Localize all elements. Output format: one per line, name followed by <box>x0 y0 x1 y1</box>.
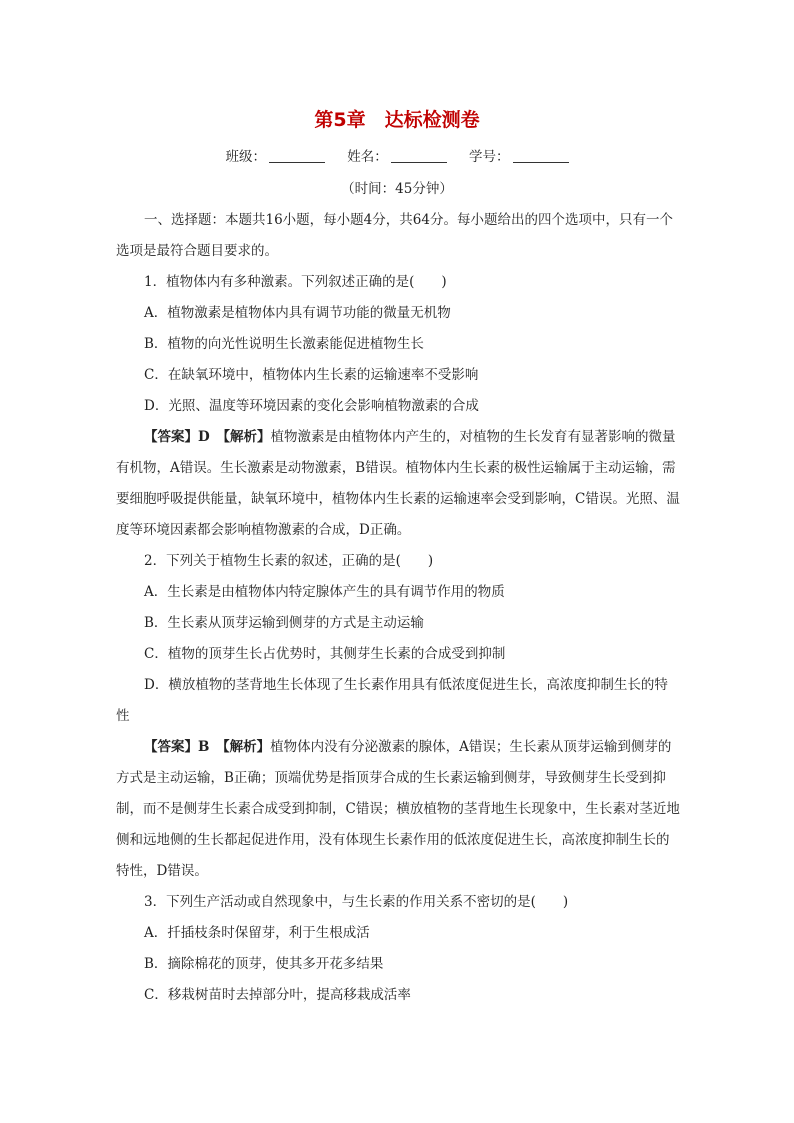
question-stem: 2．下列关于植物生长素的叙述，正确的是( ) <box>144 553 434 569</box>
option-a: A．扦插枝条时保留芽，利于生根成活 <box>144 925 370 941</box>
option-d: D．横放植物的茎背地生长体现了生长素作用具有低浓度促进生长，高浓度抑制生长的特性 <box>116 677 668 724</box>
section-instructions: 一、选择题：本题共16小题，每小题4分，共64分。每小题给出的四个选项中，只有一个选项是最符合题目要求的。 <box>116 212 673 259</box>
student-id-field <box>469 145 569 165</box>
option-b: B．植物的向光性说明生长激素能促进植物生长 <box>144 336 424 352</box>
time-note: （时间：45分钟） <box>341 181 453 197</box>
exam-body <box>116 205 681 1011</box>
analysis-text: 植物体内没有分泌激素的腺体，A错误；生长素从顶芽运输到侧芽的方式是主动运输，B正确；顶端优势是指顶芽合成的生长素运输到侧芽，导致侧芽生长受到抑制，而不是侧芽生长素合成受到抑制，C错误；横放植物的茎背地生长现象中，生长素对茎近地侧和远地侧的生长都起促进作用，没有体现生长素作用的低浓度促进生长，高浓度抑制生长的特性，D错误。 <box>116 739 680 879</box>
option-c: C．移栽树苗时去掉部分叶，提高移栽成活率 <box>144 987 411 1003</box>
student-info <box>0 145 794 165</box>
student-id-label: 学号： <box>469 149 510 165</box>
option-c: C．植物的顶芽生长占优势时，其侧芽生长素的合成受到抑制 <box>144 646 506 662</box>
question-stem: 1．植物体内有多种激素。下列叙述正确的是( ) <box>144 274 447 290</box>
question-stem: 3．下列生产活动或自然现象中，与生长素的作用关系不密切的是( ) <box>144 894 569 910</box>
answer-analysis <box>116 422 681 546</box>
answer-analysis <box>116 732 681 887</box>
option-a: A．生长素是由植物体内特定腺体产生的具有调节作用的物质 <box>144 584 505 600</box>
analysis-tag: 【解析】 <box>223 429 271 445</box>
answer-tag: 【答案】B <box>144 739 210 755</box>
class-field <box>225 145 325 165</box>
name-field <box>347 145 447 165</box>
option-b: B．摘除棉花的顶芽，使其多开花多结果 <box>144 956 384 972</box>
name-label: 姓名： <box>347 149 388 165</box>
answer-tag: 【答案】D <box>144 429 210 445</box>
class-label: 班级： <box>225 149 266 165</box>
option-d: D．光照、温度等环境因素的变化会影响植物激素的合成 <box>144 398 479 414</box>
page-title: 第5章 达标检测卷 <box>314 109 480 131</box>
analysis-tag: 【解析】 <box>222 739 271 755</box>
option-c: C．在缺氧环境中，植物体内生长素的运输速率不受影响 <box>144 367 479 383</box>
name-blank[interactable] <box>391 148 447 163</box>
student-id-blank[interactable] <box>513 148 569 163</box>
analysis-text: 植物激素是由植物体内产生的，对植物的生长发育有显著影响的微量有机物，A错误。生长激素是动物激素，B错误。植物体内生长素的极性运输属于主动运输，需要细胞呼吸提供能量，缺氧环境中，植物体内生长素的运输速率会受到影响，C错误。光照、温度等环境因素都会影响植物激素的合成，D正确。 <box>116 429 680 538</box>
option-a: A．植物激素是植物体内具有调节功能的微量无机物 <box>144 305 451 321</box>
option-b: B．生长素从顶芽运输到侧芽的方式是主动运输 <box>144 615 424 631</box>
class-blank[interactable] <box>269 148 325 163</box>
